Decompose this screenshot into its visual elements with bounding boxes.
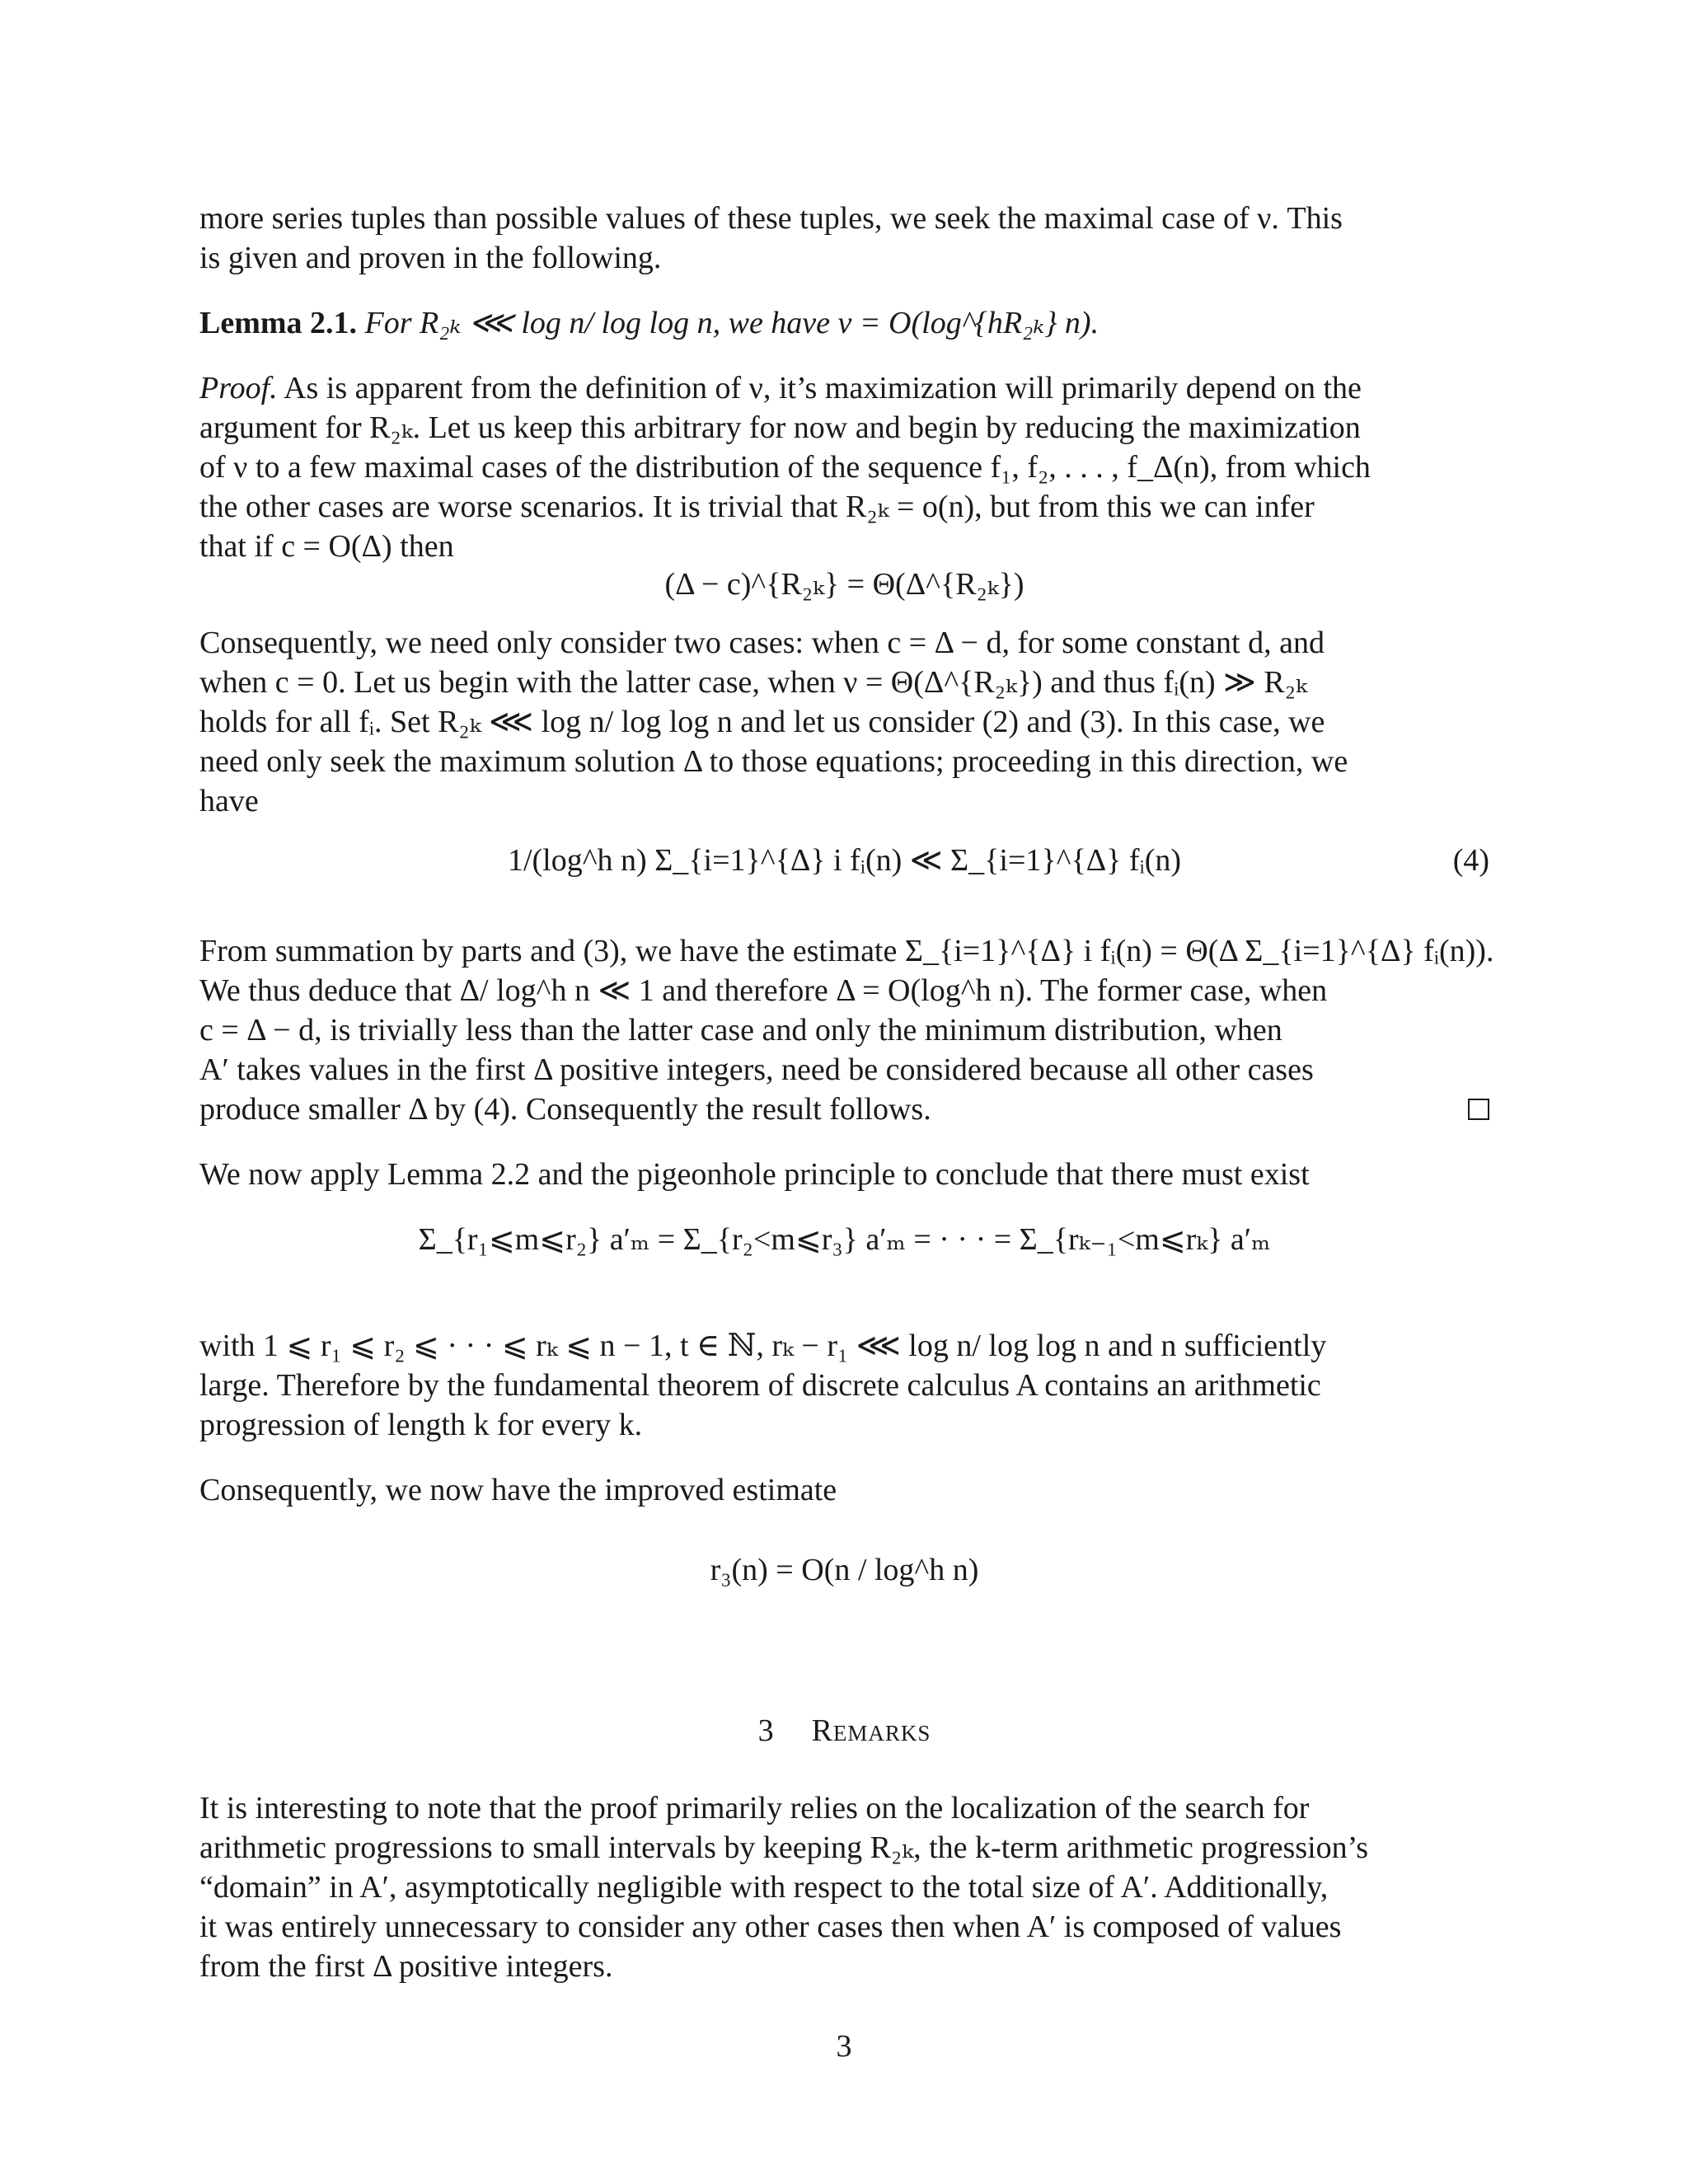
section-heading [199, 1711, 1489, 1750]
proof-line-15: produce smaller Δ by (4). Consequently the result follows. [199, 1092, 931, 1127]
after-sums-line-2: large. Therefore by the fundamental theorem of discrete calculus A contains an arithmetic [199, 1368, 1321, 1403]
equation-4-number: (4) [1452, 843, 1489, 878]
lemma-statement: For R₂ₖ ⋘ log n/ log log n, we have ν = O(log^{hR₂ₖ} n). [364, 306, 1100, 340]
proof-line-1 [199, 368, 1489, 408]
after-sums-line-3: progression of length k for every k. [199, 1408, 643, 1442]
section-number: 3 [757, 1713, 775, 1748]
proof-line-4: the other cases are worse scenarios. It is trivial that R₂ₖ = o(n), but from this we can infer [199, 490, 1315, 524]
intro-line-1: more series tuples than possible values of these tuples, we seek the maximal case of ν. This [199, 201, 1343, 236]
remarks-line-1: It is interesting to note that the proof primarily relies on the localization of the search for [199, 1791, 1310, 1825]
remarks-line-4: it was entirely unnecessary to consider any other cases then when A′ is composed of values [199, 1910, 1342, 1944]
proof-line-5: that if c = O(Δ) then [199, 529, 454, 564]
proof-line-2: argument for R₂ₖ. Let us keep this arbitrary for now and begin by reducing the maximization [199, 410, 1361, 445]
proof-line-11: From summation by parts and (3), we have the estimate Σ_{i=1}^{Δ} i fᵢ(n) = Θ(Δ Σ_{i=1}^{Δ} fᵢ(n)). [199, 934, 1494, 968]
proof-line-3: of ν to a few maximal cases of the distribution of the sequence f₁, f₂, . . . , f_Δ(n), from which [199, 450, 1371, 485]
equation-estimate: r₃(n) = O(n / log^h n) [710, 1553, 979, 1587]
page-number: 3 [836, 2029, 852, 2064]
after-sums-line-1: with 1 ⩽ r₁ ⩽ r₂ ⩽ · · · ⩽ rₖ ⩽ n − 1, t ∈ ℕ, rₖ − r₁ ⋘ log n/ log log n and n sufficiently [199, 1329, 1327, 1363]
proof-line-10: have [199, 784, 259, 818]
proof-line-8: holds for all fᵢ. Set R₂ₖ ⋘ log n/ log log n and let us consider (2) and (3). In this case, we [199, 705, 1325, 739]
proof-line-14: A′ takes values in the first Δ positive integers, need be considered because all other cases [199, 1052, 1314, 1087]
pigeonhole-paragraph: We now apply Lemma 2.2 and the pigeonhole principle to conclude that there must exist [199, 1157, 1310, 1192]
improved-paragraph: Consequently, we now have the improved estimate [199, 1473, 837, 1507]
proof-label: Proof. [199, 371, 278, 405]
remarks-line-2: arithmetic progressions to small intervals by keeping R₂ₖ, the k-term arithmetic progression’s [199, 1830, 1369, 1865]
equation-delta-power: (Δ − c)^{R₂ₖ} = Θ(Δ^{R₂ₖ}) [664, 567, 1025, 602]
proof-line-6: Consequently, we need only consider two cases: when c = Δ − d, for some constant d, and [199, 626, 1325, 660]
proof-line-9: need only seek the maximum solution Δ to those equations; proceeding in this direction, we [199, 744, 1348, 779]
proof-line-12: We thus deduce that Δ/ log^h n ≪ 1 and therefore Δ = O(log^h n). The former case, when [199, 973, 1328, 1008]
equation-4: 1/(log^h n) Σ_{i=1}^{Δ} i fᵢ(n) ≪ Σ_{i=1}^{Δ} fᵢ(n) [507, 843, 1182, 878]
lemma-label: Lemma 2.1. [199, 306, 358, 340]
proof-text: As is apparent from the definition of ν, it’s maximization will primarily depend on the [284, 371, 1362, 405]
remarks-line-3: “domain” in A′, asymptotically negligible with respect to the total size of A′. Additionally, [199, 1870, 1329, 1905]
proof-line-13: c = Δ − d, is trivially less than the latter case and only the minimum distribution, when [199, 1013, 1282, 1047]
qed-box [1468, 1099, 1489, 1120]
section-title: Remarks [811, 1713, 931, 1748]
lemma-2-1 [199, 303, 1489, 343]
proof-line-7: when c = 0. Let us begin with the latter case, when ν = Θ(Δ^{R₂ₖ}) and thus fᵢ(n) ≫ R₂ₖ [199, 665, 1307, 700]
intro-line-2: is given and proven in the following. [199, 241, 662, 275]
equation-sums: Σ_{r₁⩽m⩽r₂} a′ₘ = Σ_{r₂<m⩽r₃} a′ₘ = · · · = Σ_{rₖ₋₁<m⩽rₖ} a′ₘ [418, 1222, 1271, 1257]
remarks-line-5: from the first Δ positive integers. [199, 1949, 613, 1984]
